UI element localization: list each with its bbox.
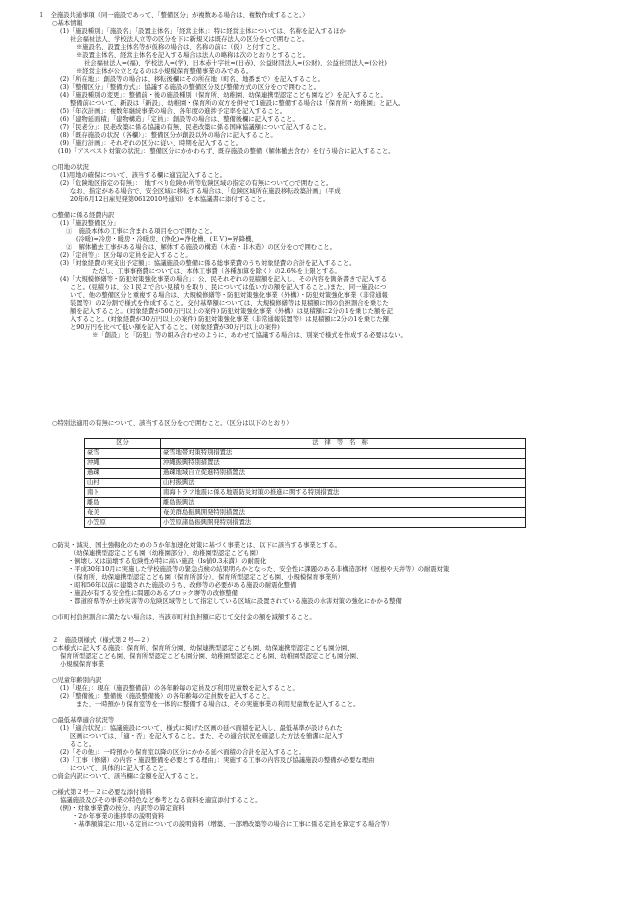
text-line: (3)「工事（修繕）の内容・施設整備を必要とする理由」：実施する工事の内容及び協議施設の整備が必要な理由 (60, 757, 375, 764)
text-line: 小規模保育事業 (60, 661, 105, 668)
category-cell: 離島 (85, 498, 161, 508)
text-line: ② 解体撤去工事がある場合は、解体する施設の構造（木造・非木造）の区分を○で囲むこと。 (66, 244, 336, 251)
text-line: ① 施設本体の工事に含まれる項目を○で囲むこと。 (66, 228, 217, 235)
text-line: ・2か年事業の進捗率の説明資料 (72, 813, 165, 820)
category-cell: 山村 (85, 478, 161, 488)
text-line: なお、指定がある場合で、安全区域に移転する場合は、「危険区域所在施設移転改築計画」（平成 (70, 188, 341, 195)
text-line: (5)「年次計画」：複数年継続事業の場合、各年度の進捗予定率を記入すること。 (60, 108, 287, 115)
table-row (85, 508, 526, 518)
category-cell: 過疎 (85, 468, 161, 478)
text-line: ○様式第２号－２に必要な添付資料 (52, 789, 152, 796)
table-row (85, 488, 526, 498)
text-line: ること。 (70, 741, 96, 748)
law-name-cell: 豪雪地帯対策特別措置法 (161, 448, 526, 458)
text-line: 区画については、「適・否」を記入すること。また、その適合状況を確認した方法を簡潔に記入す (70, 733, 344, 740)
text-line: 額を記入すること。(対象経費が500万円以上の案件) 防犯対策強化事業（外構）は見積額に2分の1を乗じた額を記 (70, 308, 393, 315)
text-line: いて、他の整備区分と重複する場合は、大規模修繕等・防犯対策強化事業（外構）・防犯対策強化事業（非常通報 (70, 292, 388, 299)
law-name-cell: 沖縄振興特別措置法 (161, 458, 526, 468)
text-line: ※経営主体が公立となるのは小規模保育整備事業のみである。 (76, 68, 253, 75)
text-line: また、一時預かり保育室等を一体的に整備する場合は、その実施事業の利用児童数を記入すること。 (76, 701, 360, 708)
text-line: ○児童年齢別内訳 (52, 677, 102, 684)
text-line: (2)「その他」：一時預かり保育室以降の区分にかかる延べ面積の合計を記入すること。 (60, 749, 306, 756)
text-line: ○最低基準適合状況等 (52, 717, 115, 724)
table-header-row (85, 439, 526, 449)
text-line: (1)用地の確保について、該当する欄に適宜記入すること。 (60, 172, 227, 179)
text-line: ・昭和56年以前に建築された施設のうち、改修等の必要がある施設の耐震化整備 (68, 582, 297, 589)
text-line: ○資金内訳について、該当欄に金額を記入すること。 (52, 773, 203, 780)
text-line: 入すること。(対象経費が30万円以上の案件) 防犯対策強化事業（非常通報装置等）は見積額に2分の1を乗じた額 (70, 316, 389, 323)
law-name-cell: 離島振興法 (161, 498, 526, 508)
text-line: (2)「所在地」：創設等の場合は、移転後欄にその所在地（町名、地番まで）を記入すること。 (60, 76, 324, 83)
text-line: (2)「危険地区指定の有無」： 地すべり危険か所等危険区域の指定の有無について○で囲むこと。 (60, 180, 333, 187)
text-line: （幼保連携型認定こども園（幼稚園部分）、幼稚園型認定こども園） (70, 550, 263, 557)
text-line: (1)「施設種別」「施設名」「設置主体名」「経営主体」：特に経営主体については、名称を記入するほか (60, 28, 346, 35)
text-line: ただし、工事事務費については、本体工事費（各種加算を除く）の2.6%を上限とする。 (92, 268, 341, 275)
text-line: 保育所型認定こども園、保育所型認定こども園分園、幼稚園型認定こども園、幼稚園型認定こども園分園、 (60, 653, 363, 660)
text-line: ・基準額算定に用いる定員についての説明資料（増築、一部増改築等の場合に工事に係る定員を算定する場合等） (72, 821, 394, 828)
text-line: (1)「施設整備区分」 (60, 220, 120, 227)
text-line: （保育所、幼保連携型認定こども園（保育所部分）、保育所型認定こども園、小規模保育事業所） (70, 574, 344, 581)
text-line: (7)「民老分」：民老改築に係る協議の有無、民老改築に係る国庫協議額について記入すること。 (60, 124, 331, 131)
text-line: (2)「整備後」：整備後（施設整備後）の各年齢毎の定員数を記入すること。 (60, 693, 274, 700)
text-line: (10)「アスベスト対策の状況」：整備区分にかかわらず、既存施設の整備（解体撤去含む）を行う場合に記入すること。 (58, 148, 395, 155)
text-line: ※「創設」と「防犯」等の組み合わせのように、あわせて協議する場合は、別案で様式を作成する必要はない。 (92, 332, 407, 339)
text-line: ○本様式に記入する施設：保育所、保育所分園、幼保連携型認定こども園、幼保連携型認定こども園分園、 (52, 645, 354, 652)
text-line: ・倒壊し又は崩壊する危険性が特に高い施設（Is値0.3未満）の耐震化 (68, 558, 267, 565)
table-row (85, 498, 526, 508)
text-line: ○特別法適用の有無について、該当する区分を○で囲むこと。（区分は以下のとおり） (52, 420, 293, 427)
text-line: ※設置主体名、経営主体名を記入する場合は法人の略称は次のとおりとすること。 (76, 52, 309, 59)
text-line: (4)「大規模修繕等・防犯対策強化事業の場合」：公、民それぞれの見積額を記入し、その内容を箇条書きで記入する (60, 276, 387, 283)
text-line: １ 全施設共通事項（同一施設であって、「整備区分」が複数ある場合は、複数作成すること。） (38, 12, 309, 19)
text-line: (冷暖)=冷房・暖房・冷暖房、(浄化)=浄化槽、(ＥＶ)=昇降機、 (76, 236, 258, 243)
text-line: ※施設名、設置主体名等が仮称の場合は、名称の前に（仮）と付すこと。 (76, 44, 284, 51)
column-header-category: 区分 (85, 439, 161, 449)
law-name-cell: 過疎地域自立促進特別措置法 (161, 468, 526, 478)
category-cell: 奄美 (85, 508, 161, 518)
text-line: ○市町村負担割合に満たない場合は、当該市町村負担額に応じて交付金の額を減額すること。 (52, 614, 316, 621)
table-row (85, 518, 526, 528)
special-law-table (84, 438, 526, 528)
text-line: (3)「対象経費の実支出予定額」：協議施設の整備に係る総事業費のうち対象経費の合計を記入すること。 (60, 260, 356, 267)
text-line: 整備前について、新設は「新設」、幼稚園・保育所の双方を併せて1施設に整備する場合は「保育所・幼稚園」と記入。 (70, 100, 405, 107)
text-line: (9)「施行計画」：それぞれの区分に従い、時期を記入すること。 (60, 140, 243, 147)
text-line: (2)「定員等」：区分毎の定員を記入すること。 (60, 252, 192, 259)
text-line: 社会福祉法人=(福)、学校法人=(学)、日本赤十字社=(日赤)、公益財団法人=(公財)、公益社団法人=(公社) (84, 60, 387, 67)
law-name-cell: 小笠原諸島振興開発特別措置法 (161, 518, 526, 528)
text-line: 協議施設及びその事業の特色など参考となる資料を適宜添付すること。 (60, 797, 262, 804)
law-name-cell: 南海トラフ地震に係る地震防災対策の推進に関する特別措置法 (161, 488, 526, 498)
table-row (85, 468, 526, 478)
text-line: と90万円を比べて低い額を記入すること。(対象経費が30万円以上の案件) (70, 324, 280, 331)
text-line: (3)「整備区分」「整備方式」：協議する施設の整備区分及び整備方式の区分を○で囲むこと。 (60, 84, 320, 91)
category-cell: 南ト (85, 488, 161, 498)
table-row (85, 478, 526, 488)
text-line: (4)「施設種別の変更」：整備前・後の施設種別（保育所、幼稚園、幼保連携型認定こども園など）を記入すること。 (60, 92, 387, 99)
text-line: ・施設が有する安全性に問題のあるブロック塀等の改修整備 (68, 590, 238, 597)
text-line: ・平成30年10月に実施した学校施設等の緊急点検の結果明らかとなった、安全性に課題のある非構造部材（屋根や天井等）の耐震対策 (68, 566, 450, 573)
text-line: 社会福祉法人、学校法人立等の区分を下に新規又は既存法人の区分を○で囲むこと。 (70, 36, 309, 43)
category-cell: 沖縄 (85, 458, 161, 468)
table-row (85, 458, 526, 468)
text-line: ○用地の状況 (52, 164, 89, 171)
text-line: ・都道府県等が土砂災害等の危険区域等として指定している区域に設置されている施設の水害対策の強化にかかる整備 (68, 598, 402, 605)
text-line: こと。(見積りは、公１民２で合い見積りを取り、民については低い方の額を記入すること。)また、同一施設につ (70, 284, 387, 291)
text-line: ○基本情報 (52, 20, 83, 27)
text-line: (1)「現在」：現在（施設整備前）の各年齢毎の定員及び利用児童数を記入すること。 (60, 685, 299, 692)
text-line: ２ 施設別様式（様式第２号―２） (52, 637, 153, 644)
category-cell: 豪雪 (85, 448, 161, 458)
text-line: ○防災・減災、国土強靱化のための５か年加速化対策に基づく事業とは、以下に該当する事業とする。 (52, 542, 341, 549)
text-line: (6)「建物延面積」「建物構造」「定員」：創設等の場合は、整備後欄に記入すること。 (60, 116, 299, 123)
text-line: について、具体的に記入すること。 (70, 765, 171, 772)
table-row (85, 448, 526, 458)
text-line: ○整備に係る経費内訳 (52, 212, 115, 219)
category-cell: 小笠原 (85, 518, 161, 528)
text-line: (8)「既存施設の状況（各欄）」：整備区分が創設以外の場合に記入すること。 (60, 132, 277, 139)
text-line: (1)「適合状況」：協議施設について、様式に掲げた区画の延べ面積を記入し、最低基準が設けられた (60, 725, 343, 732)
text-line: 装置等）の2分割で様式を作成すること。交付基準額については、大規模修繕等は見積額に国の負担割合を乗じた (70, 300, 389, 307)
text-line: 20年6月12日雇児発第0612010号通知）を本協議書に添付すること。 (70, 196, 270, 203)
column-header-law-name: 法律等名称 (161, 439, 526, 449)
law-name-cell: 山村振興法 (161, 478, 526, 488)
text-line: (例)・対象事業費の按分、内訳等の算定資料 (60, 805, 185, 812)
law-name-cell: 奄美群島振興開発特別措置法 (161, 508, 526, 518)
